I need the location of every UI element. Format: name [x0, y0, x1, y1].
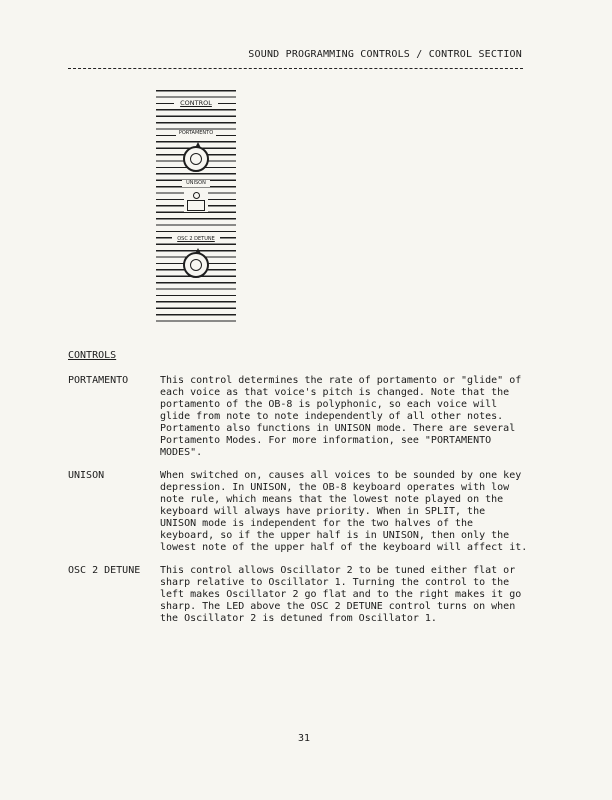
panel-title: CONTROL	[174, 99, 218, 108]
control-panel-diagram	[156, 90, 236, 326]
description-osc2-detune: This control allows Oscillator 2 to be tuned either flat or sharp relative to Oscillator 1. Turning the control to the left makes Oscillator 2 go flat and to the right makes it go sharp. The LED above the OSC 2 DETUNE control turns on when the Oscillator 2 is detuned from Oscillator 1.	[160, 565, 522, 624]
unison-button-icon	[187, 200, 205, 211]
term-unison: UNISON	[68, 470, 105, 481]
osc2-detune-knob-icon	[183, 252, 209, 278]
panel-label-unison: UNISON	[182, 180, 210, 187]
unison-switch	[184, 190, 208, 212]
knob-pointer-icon	[195, 248, 201, 254]
knob-pointer-icon	[195, 142, 201, 148]
controls-heading: CONTROLS	[68, 350, 117, 361]
panel-label-portamento: PORTAMENTO	[176, 130, 216, 137]
description-portamento: This control determines the rate of portamento or "glide" of each voice as that voice's pitch is changed. Note that the portamento of the OB-8 is polyphonic, so each voice will glide from note to note independently of all other notes. Portamento also functions in UNISON mode. There are several Portamento Modes. For more information, see "PORTAMENTO MODES".	[160, 375, 522, 458]
term-portamento: PORTAMENTO	[68, 375, 129, 386]
panel-label-osc2-detune: OSC 2 DETUNE	[172, 236, 220, 243]
unison-led-icon	[193, 192, 200, 199]
portamento-knob-icon	[183, 146, 209, 172]
header-divider	[68, 68, 523, 69]
term-osc2-detune: OSC 2 DETUNE	[68, 565, 141, 576]
description-unison: When switched on, causes all voices to be sounded by one key depression. In UNISON, the OB-8 keyboard operates with low note rule, which means that the lowest note played on the keyboard will always have priority. When in SPLIT, the UNISON mode is independent for the two halves of the keyboard, so if the upper half is in UNISON, then only the lowest note of the upper half of the keyboard will affect it.	[160, 470, 528, 553]
page-number: 31	[298, 733, 311, 744]
running-header: SOUND PROGRAMMING CONTROLS / CONTROL SECTION	[248, 49, 522, 60]
